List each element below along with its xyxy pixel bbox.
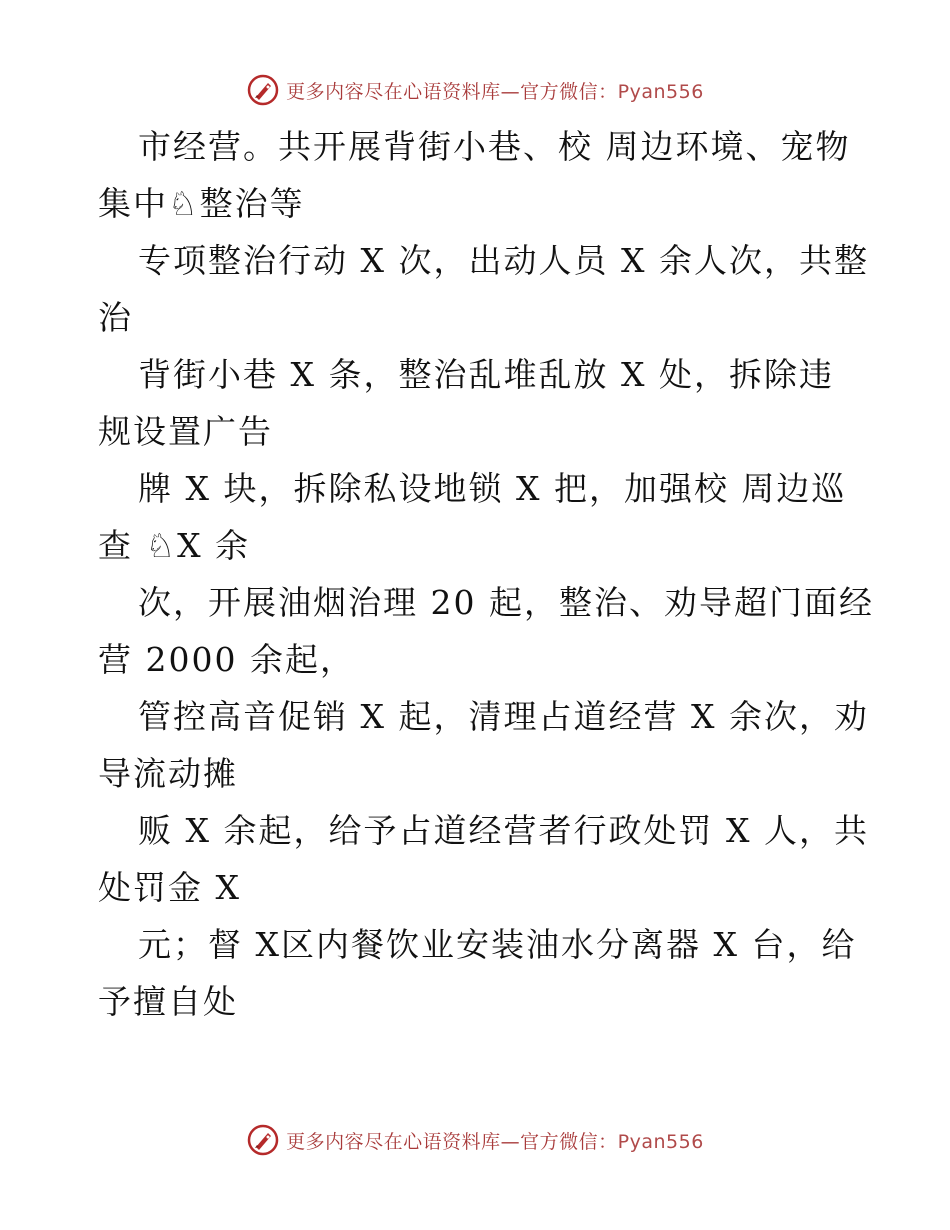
- footer-banner-wechat-id: Pyan556: [617, 1130, 704, 1153]
- body-line: 导流动摊: [98, 754, 238, 793]
- body-line: 营 2000 余起，: [98, 640, 355, 679]
- header-banner-text: [286, 77, 704, 104]
- document-body: [98, 118, 874, 1030]
- body-line: 贩 X 余起，给予占道经营者行政处罚 X 人，共: [138, 811, 869, 850]
- body-line: 处罚金 X: [98, 868, 241, 907]
- body-line: 元；督 X区内餐饮业安装油水分离器 X 台，给: [138, 925, 857, 964]
- pen-nib-logo-icon: [246, 1123, 280, 1157]
- header-banner-wechat-id: Pyan556: [617, 80, 704, 103]
- body-line: 治: [98, 298, 133, 337]
- body-line: 查 ♘X 余: [98, 526, 251, 565]
- body-line: 管控高音促销 X 起，清理占道经营 X 余次，劝: [138, 697, 869, 736]
- body-line: 牌 X 块，拆除私设地锁 X 把，加强校 周边巡: [138, 469, 847, 508]
- body-line: 次，开展油烟治理 20 起，整治、劝导超门面经: [138, 583, 874, 622]
- footer-banner: [0, 1120, 950, 1160]
- pen-nib-logo-icon: [246, 73, 280, 107]
- body-line: 集中♘整治等: [98, 184, 305, 223]
- body-line: 背街小巷 X 条，整治乱堆乱放 X 处，拆除违: [138, 355, 834, 394]
- header-banner: [0, 70, 950, 110]
- body-line: 市经营。共开展背街小巷、校 周边环境、宠物: [138, 127, 851, 166]
- footer-banner-cn: 更多内容尽在心语资料库—官方微信：: [286, 1130, 618, 1153]
- body-line: 专项整治行动 X 次，出动人员 X 余人次，共整: [138, 241, 869, 280]
- header-banner-cn: 更多内容尽在心语资料库—官方微信：: [286, 80, 618, 103]
- body-line: 予擅自处: [98, 982, 238, 1021]
- footer-banner-text: [286, 1127, 704, 1154]
- body-line: 规设置广告: [98, 412, 273, 451]
